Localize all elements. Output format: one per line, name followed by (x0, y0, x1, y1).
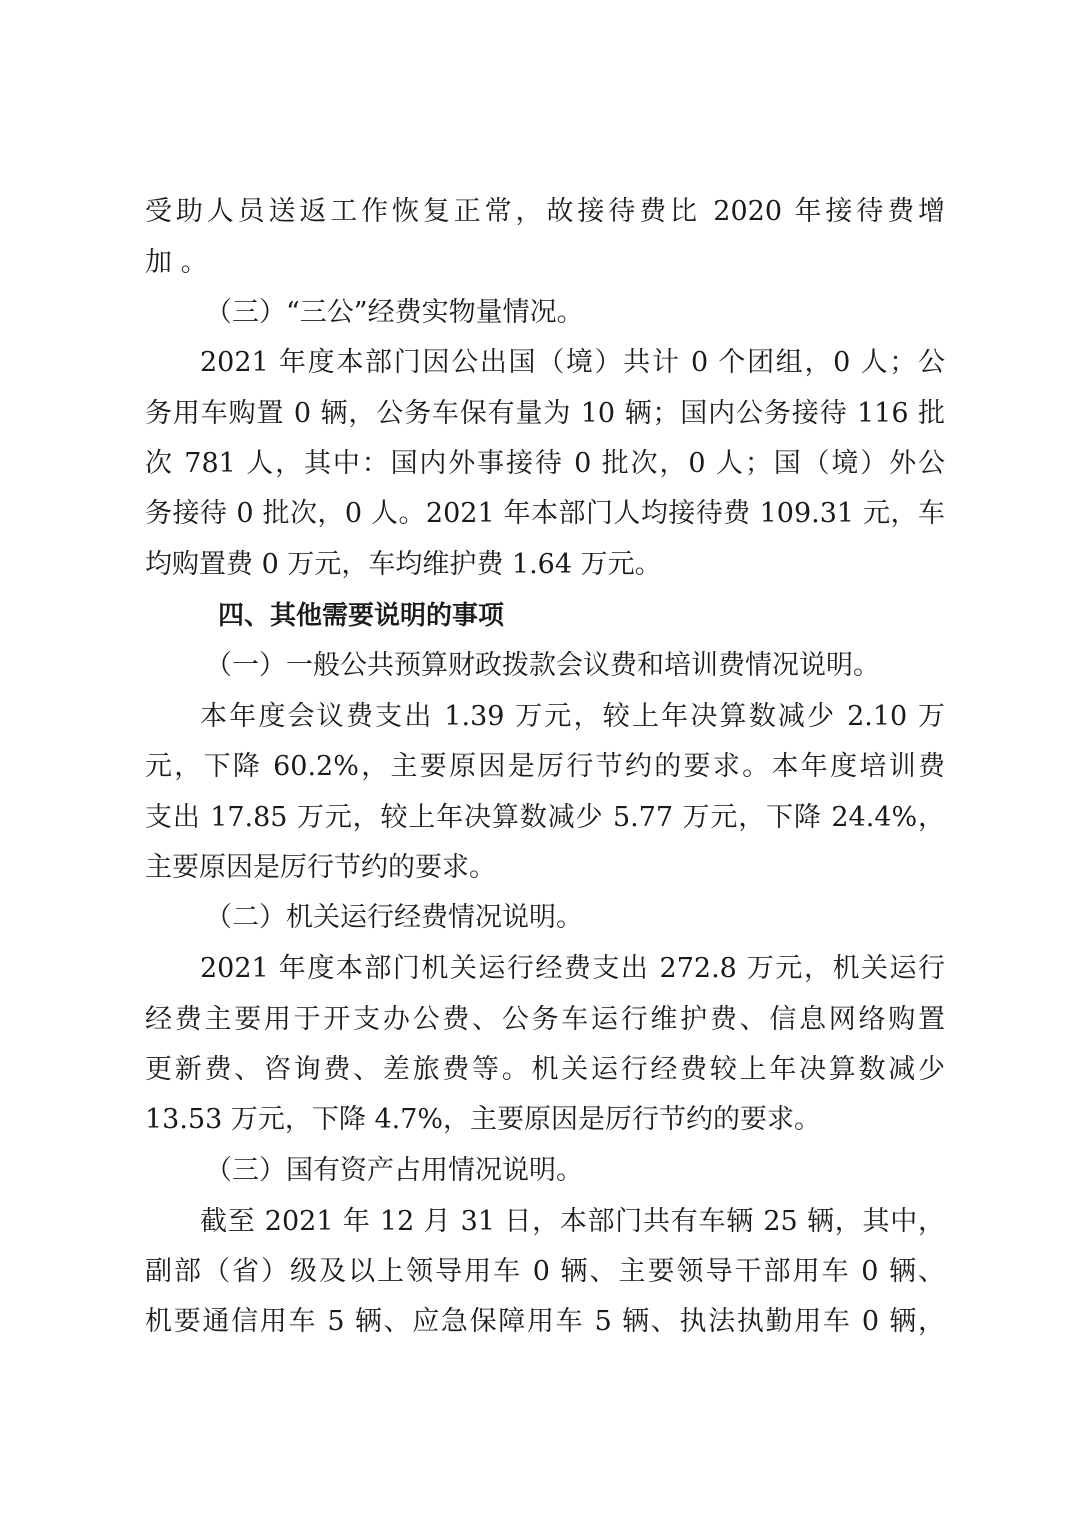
paragraph-line: 务接待 0 批次，0 人。2021 年本部门人均接待费 109.31 元，车 (145, 498, 945, 529)
section-subheading: （二）机关运行经费情况说明。 (205, 902, 583, 933)
paragraph-line: 本年度会议费支出 1.39 万元，较上年决算数减少 2.10 万 (200, 701, 945, 732)
section-heading: 四、其他需要说明的事项 (218, 601, 505, 631)
paragraph-line: 2021 年度本部门机关运行经费支出 272.8 万元，机关运行 (200, 953, 945, 984)
paragraph-line: 元，下降 60.2%，主要原因是厉行节约的要求。本年度培训费 (145, 751, 945, 782)
section-subheading: （三）国有资产占用情况说明。 (205, 1155, 583, 1186)
paragraph-line: 副部（省）级及以上领导用车 0 辆、主要领导干部用车 0 辆、 (145, 1256, 945, 1287)
paragraph-line: 务用车购置 0 辆，公务车保有量为 10 辆；国内公务接待 116 批 (145, 398, 945, 429)
paragraph-line: 加 。 (145, 247, 208, 278)
paragraph-line: 机要通信用车 5 辆、应急保障用车 5 辆、执法执勤用车 0 辆， (145, 1306, 945, 1337)
paragraph-line: 更新费、咨询费、差旅费等。机关运行经费较上年决算数减少 (145, 1054, 945, 1085)
paragraph-line: 13.53 万元，下降 4.7%，主要原因是厉行节约的要求。 (145, 1104, 822, 1135)
section-subheading: （一）一般公共预算财政拨款会议费和培训费情况说明。 (205, 650, 880, 681)
paragraph-line: 受助人员送返工作恢复正常，故接待费比 2020 年接待费增 (145, 196, 945, 227)
paragraph-line: 截至 2021 年 12 月 31 日，本部门共有车辆 25 辆，其中， (200, 1206, 945, 1237)
paragraph-line: 支出 17.85 万元，较上年决算数减少 5.77 万元，下降 24.4%， (145, 802, 945, 833)
paragraph-line: 主要原因是厉行节约的要求。 (145, 852, 496, 883)
paragraph-line: 经费主要用于开支办公费、公务车运行维护费、信息网络购置 (145, 1004, 945, 1035)
paragraph-line: 均购置费 0 万元，车均维护费 1.64 万元。 (145, 549, 662, 580)
paragraph-line: 次 781 人，其中：国内外事接待 0 批次，0 人；国（境）外公 (145, 448, 945, 479)
paragraph-line: 2021 年度本部门因公出国（境）共计 0 个团组，0 人；公 (200, 347, 945, 378)
section-subheading: （三）“三公”经费实物量情况。 (205, 297, 584, 328)
